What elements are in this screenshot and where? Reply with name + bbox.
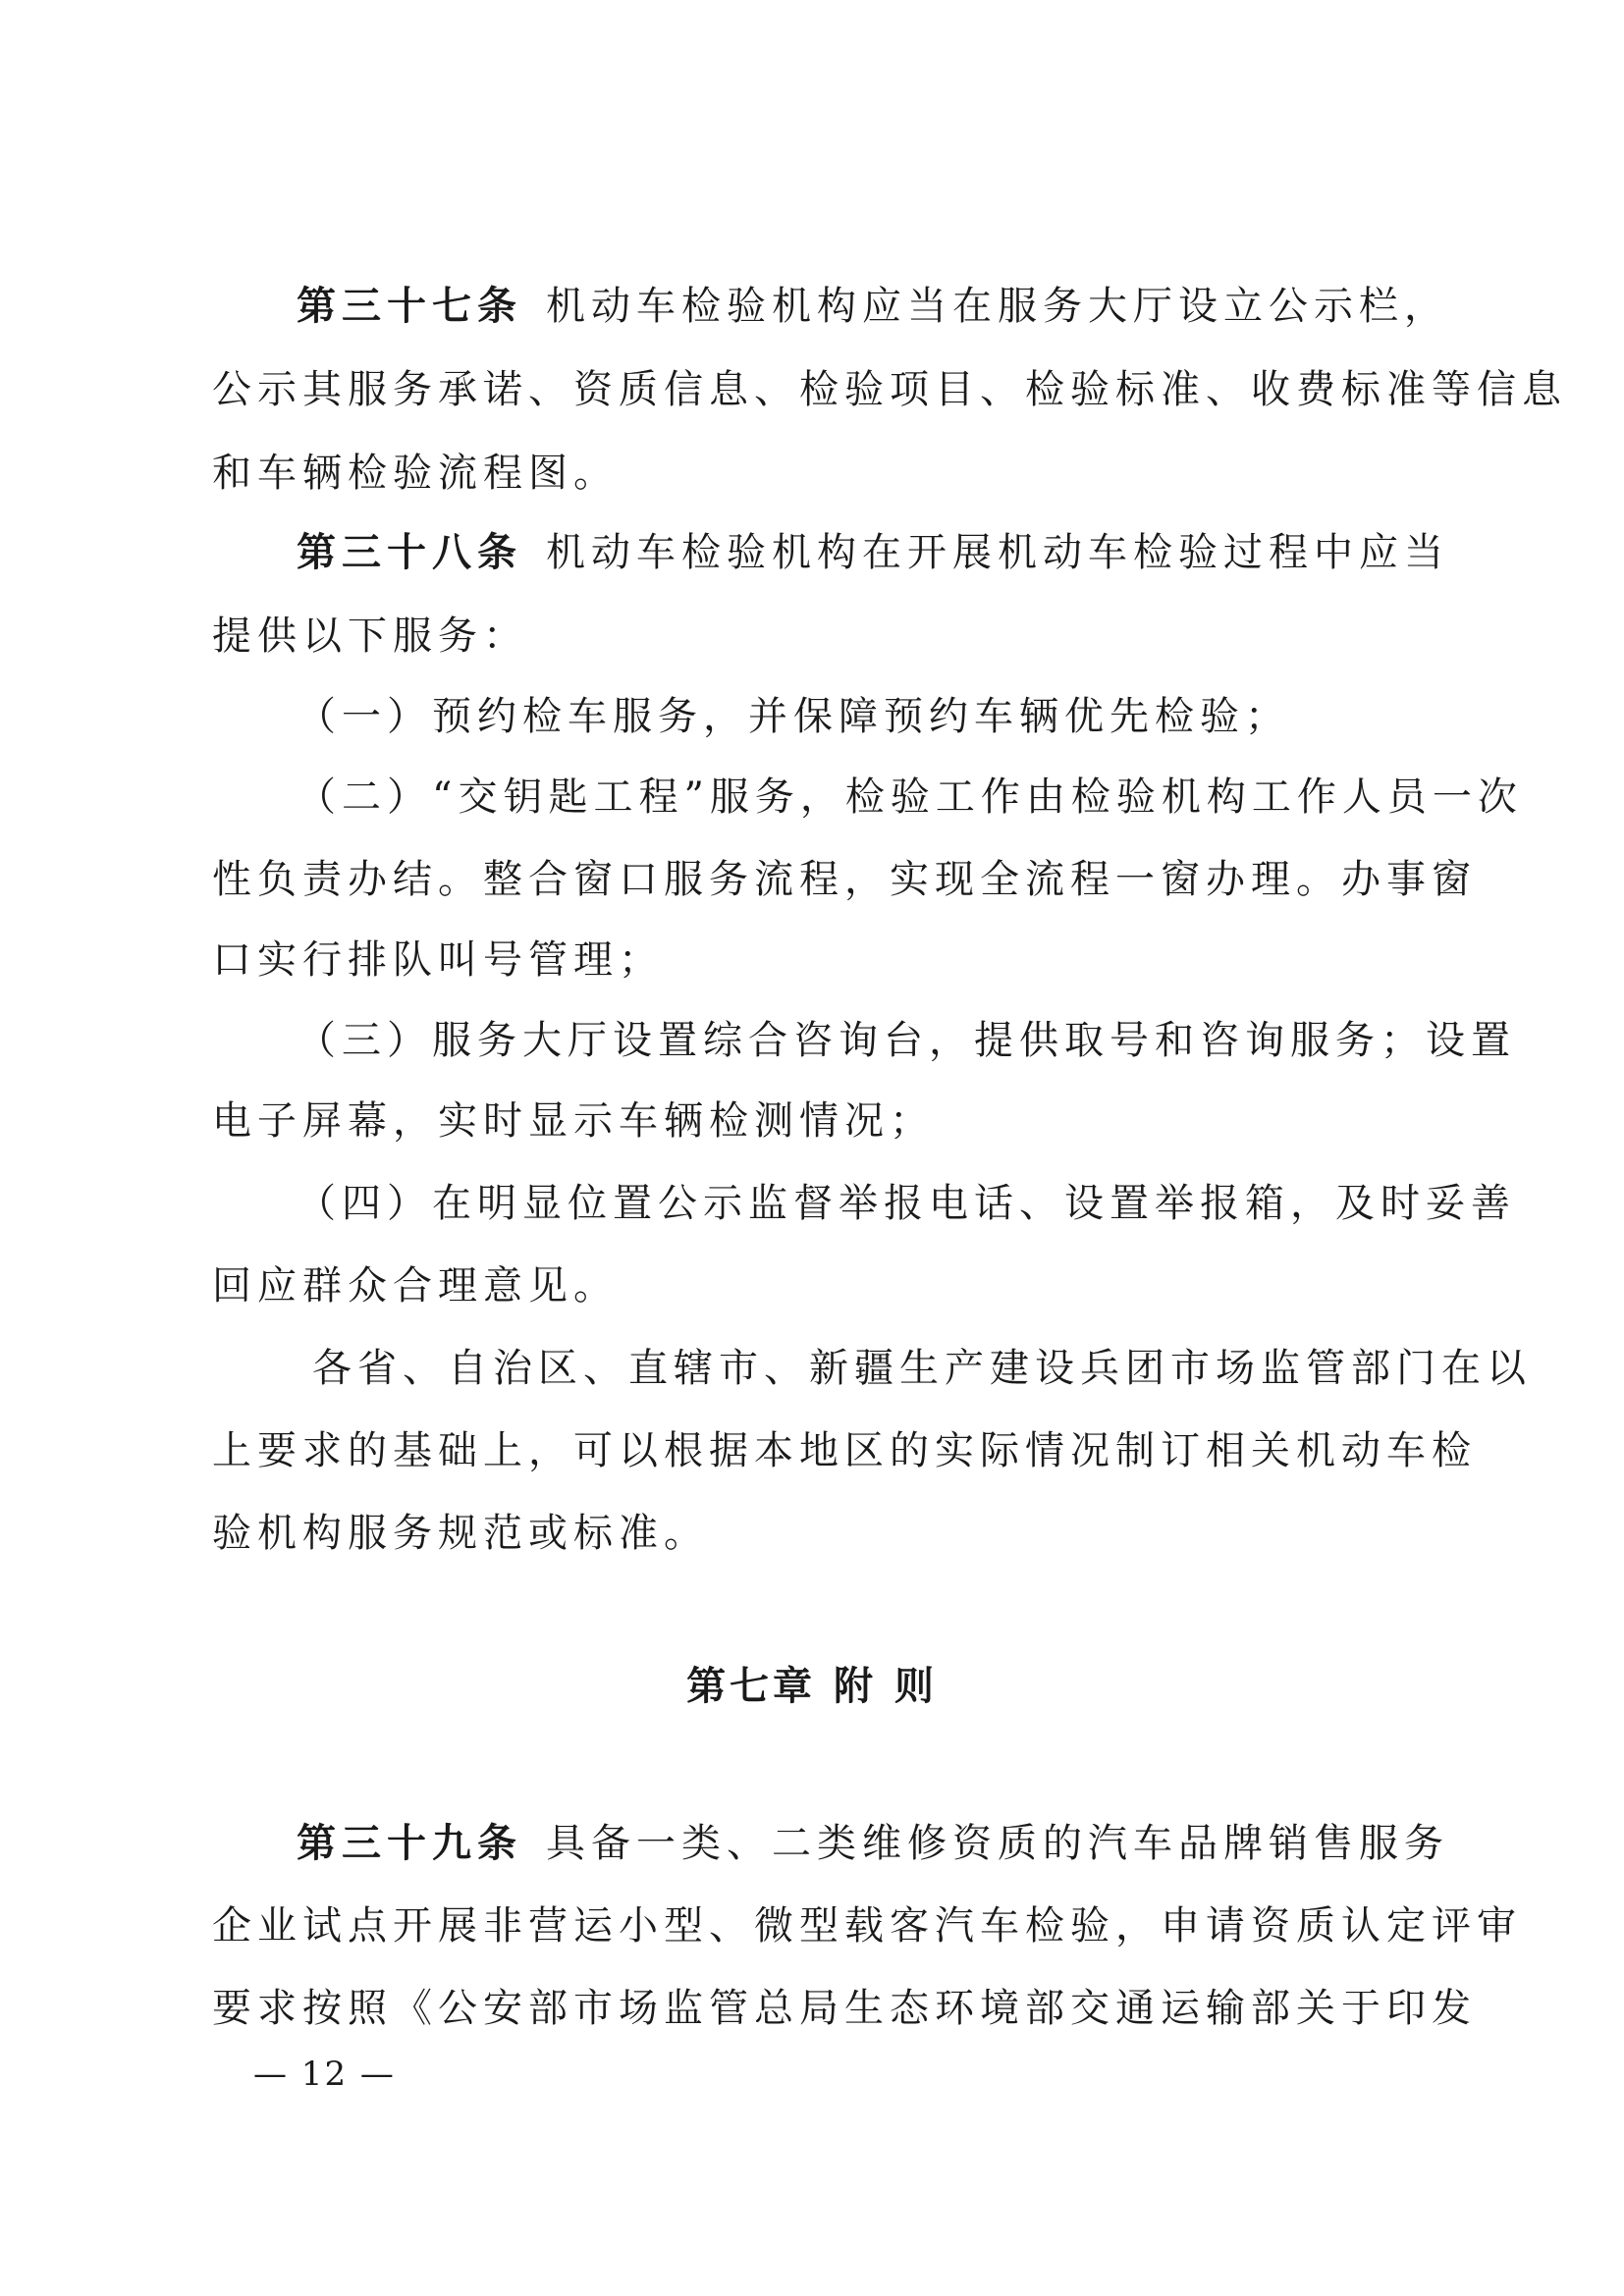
page-number: — 12 — [253, 2055, 396, 2094]
article-38-item-4-line-2: 回应群众合理意见。 [212, 1263, 619, 1308]
article-38-line-2: 提供以下服务： [212, 614, 528, 659]
article-38-item-3-line-1: （三）服务大厅设置综合咨询台，提供取号和咨询服务；设置 [297, 1018, 1516, 1063]
article-38-para-line-2: 上要求的基础上，可以根据本地区的实际情况制订相关机动车检 [212, 1428, 1477, 1473]
article-37-heading: 第三十七条 [297, 284, 522, 329]
article-37-first-line [297, 277, 1449, 336]
article-38-text: 机动车检验机构在开展机动车检验过程中应当 [546, 530, 1449, 575]
article-38-item-4-line-1: （四）在明显位置公示监督举报电话、设置举报箱，及时妥善 [297, 1181, 1516, 1226]
article-37-line-2: 公示其服务承诺、资质信息、检验项目、检验标准、收费标准等信息 [212, 367, 1567, 412]
article-39-first-line [297, 1814, 1449, 1873]
article-37-line-3: 和车辆检验流程图。 [212, 451, 619, 496]
article-38-item-3-line-2: 电子屏幕，实时显示车辆检测情况； [212, 1098, 935, 1144]
article-38-first-line [297, 523, 1449, 582]
article-39-heading: 第三十九条 [297, 1821, 522, 1866]
article-39-line-2: 企业试点开展非营运小型、微型载客汽车检验，申请资质认定评审 [212, 1903, 1522, 1949]
article-38-para-line-3: 验机构服务规范或标准。 [212, 1511, 709, 1556]
article-38-heading: 第三十八条 [297, 530, 522, 575]
article-38-para-line-1: 各省、自治区、直辖市、新疆生产建设兵团市场监管部门在以 [312, 1346, 1532, 1391]
article-37-text: 机动车检验机构应当在服务大厅设立公示栏， [546, 284, 1449, 329]
article-38-item-2-line-2: 性负责办结。整合窗口服务流程，实现全流程一窗办理。办事窗 [212, 857, 1477, 902]
article-38-item-2-line-1: （二）“交钥匙工程”服务，检验工作由检验机构工作人员一次 [297, 774, 1523, 820]
article-39-text: 具备一类、二类维修资质的汽车品牌销售服务 [546, 1821, 1449, 1866]
article-39-line-3: 要求按照《公安部市场监管总局生态环境部交通运输部关于印发 [212, 1986, 1477, 2031]
article-38-item-1: （一）预约检车服务，并保障预约车辆优先检验； [297, 694, 1290, 739]
chapter-7-title: 第七章 附 则 [686, 1664, 938, 1709]
article-38-item-2-line-3: 口实行排队叫号管理； [212, 937, 664, 983]
